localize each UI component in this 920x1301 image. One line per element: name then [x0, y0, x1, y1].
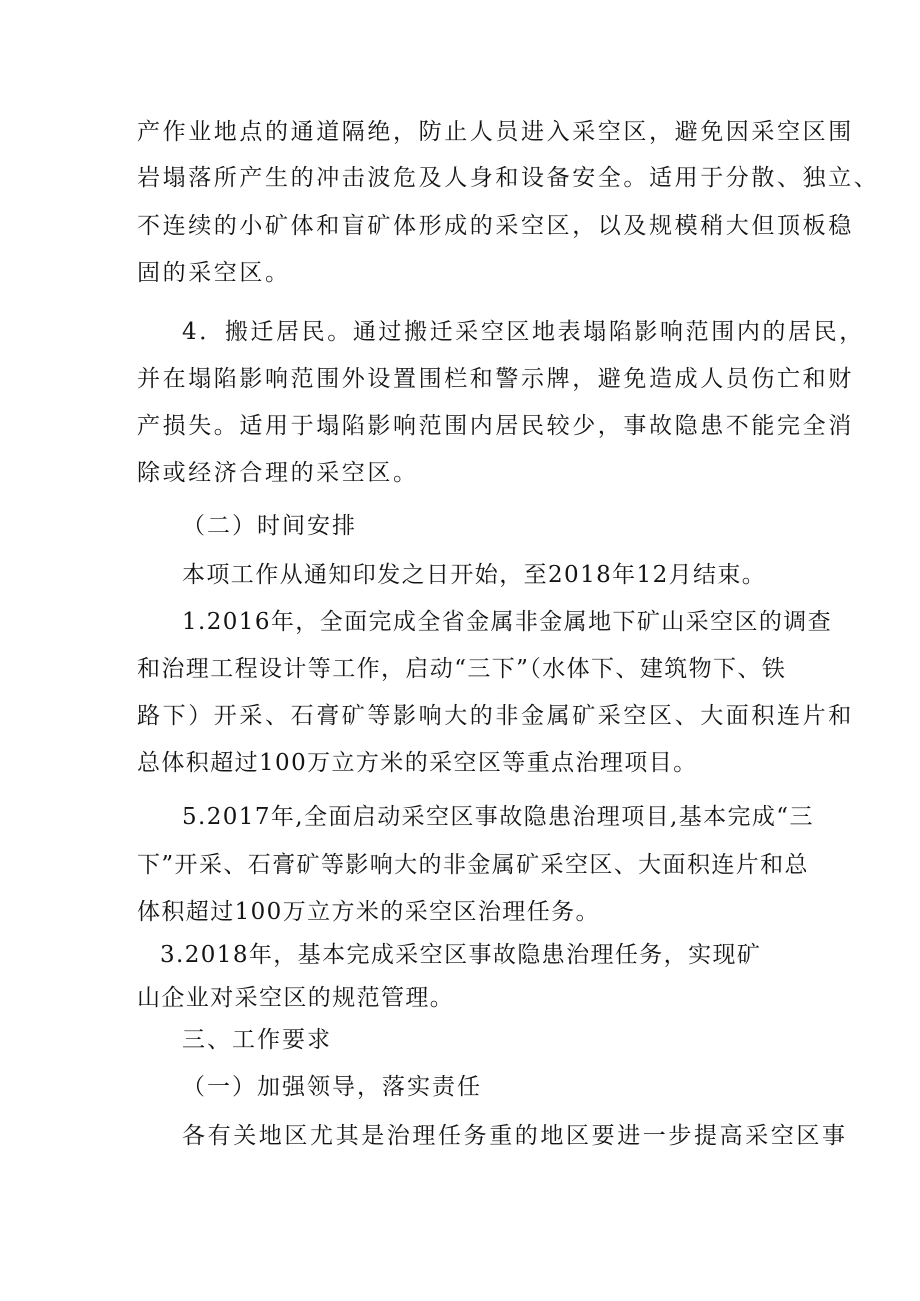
- text-line: 总体积超过100万立方米的采空区等重点治理项目。: [137, 750, 698, 776]
- text-line: 5.2017年,全面启动采空区事故隐患治理项目,基本完成“三: [182, 804, 814, 830]
- text-line: 体积超过100万立方米的采空区治理任务。: [137, 899, 600, 925]
- section-heading: 三、工作要求: [182, 1027, 332, 1053]
- text-line: 产作业地点的通道隔绝，防止人员进入采空区，避免因采空区围: [137, 119, 854, 145]
- text-line: 产损失。适用于塌陷影响范围内居民较少，事故隐患不能完全消: [137, 413, 854, 439]
- text-line: 下”开采、石膏矿等影响大的非金属矿采空区、大面积连片和总: [137, 852, 809, 878]
- text-line: 不连续的小矿体和盲矿体形成的采空区，以及规模稍大但顶板稳: [137, 213, 854, 239]
- text-line: 和治理工程设计等工作，启动“三下”（水体下、建筑物下、铁: [137, 656, 787, 682]
- text-line: 岩塌落所产生的冲击波危及人身和设备安全。适用于分散、独立、: [137, 165, 880, 191]
- text-line: 3.2018年，基本完成采空区事故隐患治理任务，实现矿: [160, 942, 762, 968]
- text-line: 各有关地区尤其是治理任务重的地区要进一步提高采空区事: [182, 1123, 848, 1149]
- text-line: 1.2016年，全面完成全省金属非金属地下矿山采空区的调查: [182, 609, 833, 635]
- section-heading: （一）加强领导，落实责任: [182, 1074, 482, 1100]
- text-line: 本项工作从通知印发之日开始，至2018年12月结束。: [182, 562, 767, 588]
- text-line: 固的采空区。: [137, 260, 291, 286]
- text-line: 山企业对采空区的规范管理。: [137, 985, 455, 1011]
- section-heading: （二）时间安排: [182, 513, 357, 539]
- text-line: 并在塌陷影响范围外设置围栏和警示牌，避免造成人员伤亡和财: [137, 366, 854, 392]
- text-line: 路下）开采、石膏矿等影响大的非金属矿采空区、大面积连片和: [137, 703, 854, 729]
- text-line: 除或经济合理的采空区。: [137, 460, 419, 486]
- text-line: 4．搬迁居民。通过搬迁采空区地表塌陷影响范围内的居民，: [182, 319, 865, 345]
